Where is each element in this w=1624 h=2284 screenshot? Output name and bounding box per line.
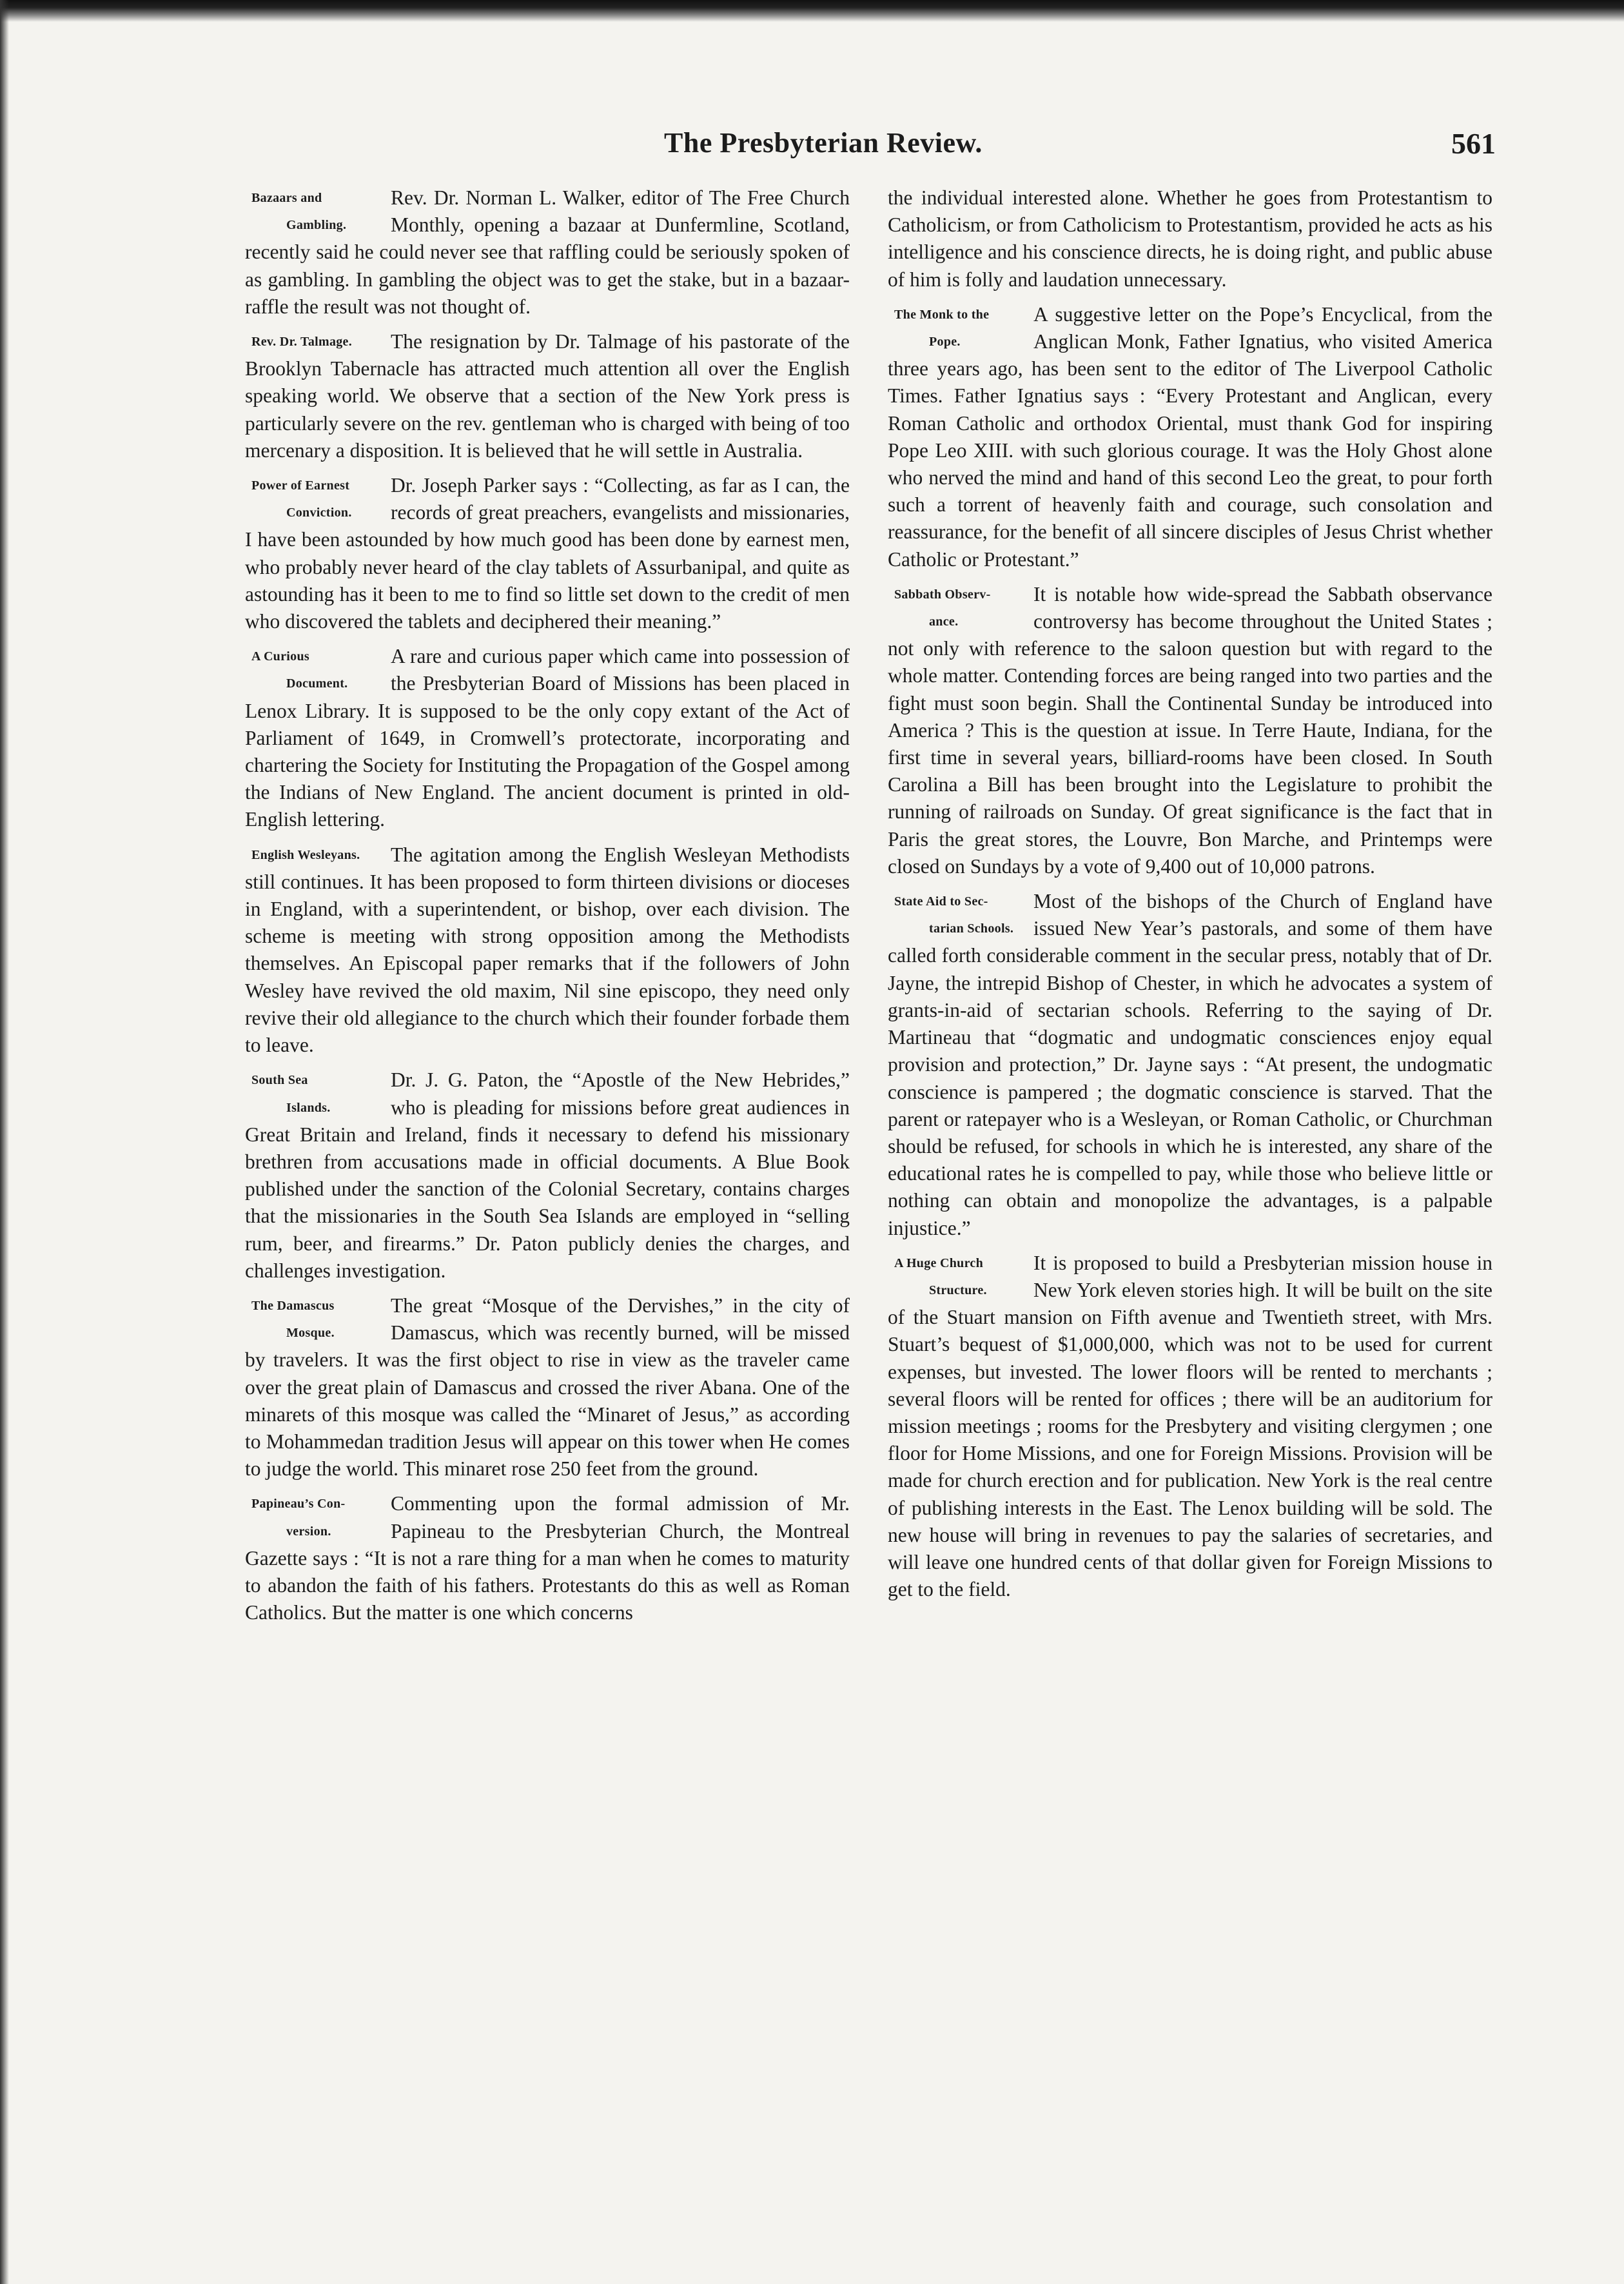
article [888, 888, 1492, 1242]
side-heading-line: Islands. [286, 1100, 331, 1115]
side-heading [245, 1067, 382, 1121]
side-heading-line: The Monk to the [894, 307, 990, 322]
article-text: the individual interested alone. Whether he goes from Protestantism to Catholicism, or from Catholicism to Protestantism, provided he acts as his intelligence and his conscience directs, he is doing right, and public abuse of him is folly and laudation unnecessary. [888, 186, 1492, 291]
side-heading-line: English Wesleyans. [251, 847, 360, 862]
article-text: Commenting upon the formal admission of Mr. Papineau to the Presbyterian Church, the Montreal Gazette says : “It is not a rare thing for a man when he comes to maturity to abandon the faith of his fathers. Protestants do this as well as Roman Catholics. But the matter is one which concerns [245, 1492, 850, 1624]
side-heading-line: ance. [929, 615, 959, 629]
article [245, 1292, 850, 1482]
side-heading [245, 842, 382, 869]
side-heading-line: Rev. Dr. Talmage. [251, 335, 353, 349]
article [245, 1490, 850, 1626]
article [245, 184, 850, 320]
article-text: The great “Mosque of the Dervishes,” in the city of Damascus, which was recently burned, will be missed by travelers. It was the first object to rise in view as the traveler came over the great plain of Damascus and crossed the river Abana. One of the minarets of this mosque was called the “Minaret of Jesus,” as according to Mohammedan tradition Jesus will appear on this tower when He comes to judge the world. This minaret rose 250 feet from the ground. [245, 1294, 850, 1481]
side-heading [245, 472, 382, 526]
side-heading [245, 1490, 382, 1544]
page-number: 561 [1451, 127, 1496, 160]
side-heading [888, 581, 1024, 635]
article-text: Dr. Joseph Parker says : “Collecting, as far as I can, the records of great preachers, evangelists and missionaries, I have been astounded by how much good has been done by earnest men, who probably never heard of the clay tablets of Assurbanipal, and quite as astounding has it been to me to find so little set down to the credit of men who discovered the tablets and deciphered their meaning.” [245, 474, 850, 633]
right-column [888, 184, 1492, 1611]
side-heading [245, 184, 382, 239]
article-text: Most of the bishops of the Church of England have issued New Year’s pastorals, and some of them have called forth considerable comment in the secular press, notably that of Dr. Jayne, the intrepid Bishop of Chester, in which he advocates a system of grants-in-aid of sectarian schools. Referring to the saying of Dr. Martineau that “dogmatic and undogmatic consciences enjoy equal provision and protection,” Dr. Jayne says : “At present, the undogmatic conscience is pampered ; the dogmatic conscience is starved. That the parent or ratepayer who is a Wesleyan, or Roman Catholic, or Churchman should be refused, for schools in which he is interested, any share of the educational rates he is compelled to pay, while those who believe little or nothing can obtain and monopolize the advantages, is a palpable injustice.” [888, 890, 1492, 1239]
article-text: A rare and curious paper which came into possession of the Presbyterian Board of Missions has been placed in Lenox Library. It is supposed to be the only copy extant of the Act of Parliament of 1649, in Cromwell’s protectorate, incorporating and chartering the Society for Instituting the Propagation of the Gospel among the Indians of New England. The ancient document is printed in old-English lettering. [245, 645, 850, 831]
side-heading [888, 888, 1024, 942]
article-text: The agitation among the English Wesleyan Methodists still continues. It has been proposed to form thirteen divisions or dioceses in England, with a superintendent, or bishop, over each division. The scheme is meeting with strong opposition among the Methodists themselves. An Episcopal paper remarks that if the followers of John Wesley have revived the old maxim, Nil sine episcopo, they need only revive their old allegiance to the church which their founder forbade them to leave. [245, 843, 850, 1057]
side-heading-line: Power of Earnest [251, 478, 350, 493]
article [888, 184, 1492, 293]
side-heading [888, 1250, 1024, 1304]
side-heading [245, 643, 382, 697]
article-text: It is proposed to build a Presbyterian mission house in New York eleven stories high. It will be built on the site of the Stuart mansion on Fifth avenue and Twentieth street, with Mrs. Stuart’s bequest of $1,000,000, which was not to be used for current expenses, but invested. The lower floors will be rented to merchants ; several floors will be rented for offices ; there will be an auditorium for mission meetings ; rooms for the Presbytery and visiting clergymen ; one floor for Home Missions, and one for Foreign Missions. Provision will be made for church erection and for publication. New York is the real centre of publishing interests in the East. The Lenox building will be sold. The new house will bring in revenues to pay the salaries of secretaries, and will leave one hundred cents of that dollar given for Foreign Missions to get to the field. [888, 1251, 1492, 1601]
article [888, 581, 1492, 880]
side-heading-line: Bazaars and [251, 191, 322, 205]
side-heading-line: The Damascus [251, 1298, 335, 1313]
article-text: It is notable how wide-spread the Sabbath observance controversy has become throughout the United States ; not only with reference to the saloon question but with regard to the whole matter. Contending forces are being ranged into two parties and the fight must soon begin. Shall the Continental Sunday be introduced into America ? This is the question at issue. In Terre Haute, Indiana, for the first time in several years, billiard-rooms have been closed. In South Carolina a Bill has been brought into the Legislature to prohibit the running of railroads on Sunday. Of great significance is the fact that in Paris the great stores, the Louvre, Bon Marche, and Printemps were closed on Sundays by a vote of 9,400 out of 10,000 patrons. [888, 582, 1492, 878]
article [888, 1250, 1492, 1604]
side-heading-line: Sabbath Observ- [894, 587, 991, 602]
article [245, 328, 850, 464]
article [888, 301, 1492, 573]
article-text: The resignation by Dr. Talmage of his pastorate of the Brooklyn Tabernacle has attracted much attention all over the English speaking world. We observe that a section of the New York press is particularly severe on the rev. gentleman who is charged with being of too mercenary a disposition. It is believed that he will settle in Australia. [245, 330, 850, 462]
side-heading-line: tarian Schools. [929, 921, 1014, 936]
article [245, 1067, 850, 1285]
scan-edge-left [0, 0, 9, 2284]
side-heading-line: Mosque. [286, 1326, 335, 1341]
article [245, 842, 850, 1059]
side-heading-line: South Sea [251, 1073, 308, 1088]
article [245, 472, 850, 635]
article-text: Dr. J. G. Paton, the “Apostle of the New Hebrides,” who is pleading for missions before great audiences in Great Britain and Ireland, finds it necessary to defend his missionary brethren from accusations made in official documents. A Blue Book published under the sanction of the Colonial Secretary, contains charges that the missionaries in the South Sea Islands are employed in “selling rum, beer, and firearms.” Dr. Paton publicly denies the charges, and challenges investigation. [245, 1068, 850, 1282]
side-heading-line: Pope. [929, 335, 961, 349]
side-heading [245, 1292, 382, 1346]
side-heading-line: Document. [286, 676, 348, 691]
scan-edge-top [0, 0, 1624, 22]
article-text: Rev. Dr. Norman L. Walker, editor of The Free Church Monthly, opening a bazaar at Dunfermline, Scotland, recently said he could never see that raffling could be seriously spoken of as gambling. In gambling the object was to get the stake, but in a bazaar-raffle the result was not thought of. [245, 186, 850, 318]
side-heading [888, 301, 1024, 355]
article [245, 643, 850, 833]
side-heading-line: A Huge Church [894, 1255, 984, 1270]
side-heading-line: Structure. [929, 1283, 987, 1297]
side-heading-line: version. [286, 1524, 331, 1539]
left-column [245, 184, 850, 1634]
side-heading-line: State Aid to Sec- [894, 894, 988, 909]
side-heading-line: Conviction. [286, 506, 352, 520]
page-header [664, 126, 1496, 172]
side-heading [245, 328, 382, 355]
article-text: A suggestive letter on the Pope’s Encyclical, from the Anglican Monk, Father Ignatius, who visited America three years ago, has been sent to the editor of The Liverpool Catholic Times. Father Ignatius says : “Every Protestant and Anglican, every Roman Catholic and orthodox Oriental, must thank God for inspiring Pope Leo XIII. with such glorious courage. It was the Holy Ghost alone who nerved the mind and hand of this second Leo the great, to pour forth such a torrent of heavenly faith and courage, such consolation and reassurance, for the benefit of all sincere disciples of Jesus Christ whether Catholic or Protestant.” [888, 302, 1492, 571]
side-heading-line: Papineau’s Con- [251, 1497, 346, 1511]
side-heading-line: Gambling. [286, 218, 347, 233]
journal-title: The Presbyterian Review. [664, 127, 983, 159]
side-heading-line: A Curious [251, 649, 309, 664]
